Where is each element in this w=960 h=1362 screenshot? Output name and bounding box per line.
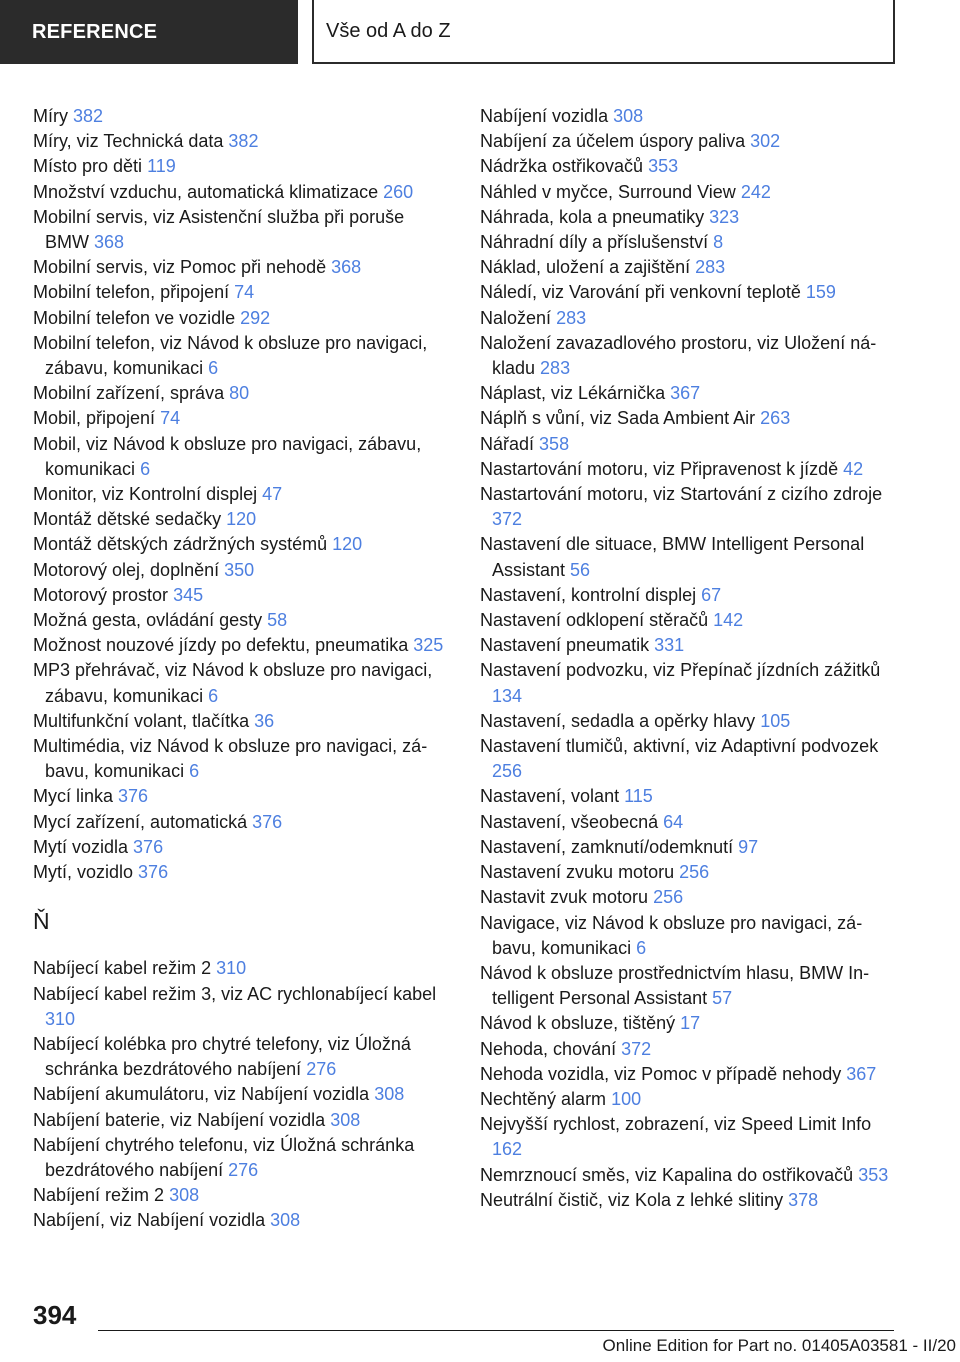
index-entry [33,810,453,835]
index-entry [33,835,453,860]
index-page-link[interactable]: 353 [648,156,679,177]
index-entry-text: Nastavení, sedadla a opěrky hlavy [480,710,756,731]
index-page-link[interactable]: 368 [94,232,125,253]
index-page-link[interactable]: 119 [147,156,176,177]
index-entry [480,734,900,784]
index-entry-text: Nastavení odklopení stěračů [480,610,709,631]
index-entry [33,734,453,784]
index-page-link[interactable]: 56 [570,559,591,580]
index-entry-text: Množství vzduchu, automatická klimatizace [33,181,379,202]
index-entry-text: Motorový prostor [33,584,169,605]
index-entry [33,129,453,154]
index-entry-text: Náhradní díly a příslušenství [480,232,709,253]
index-entry [480,331,900,381]
index-page-link[interactable]: 276 [228,1159,259,1180]
index-entry-text: Nastartování motoru, viz Startování z cizího zdroje [480,484,883,505]
index-page-link[interactable]: 36 [254,710,275,731]
index-page-link[interactable]: 323 [709,206,740,227]
index-entry-text: Náhled v myčce, Surround View [480,181,736,202]
index-page-link[interactable]: 97 [738,836,759,857]
index-page-link[interactable]: 331 [654,635,685,656]
index-entry-text: Nabíjení za účelem úspory paliva [480,131,746,152]
index-page-link[interactable]: 310 [45,1008,76,1029]
index-page-link[interactable]: 64 [663,811,684,832]
index-page-link[interactable]: 58 [267,610,288,631]
index-column-left [33,104,453,1234]
index-page-link[interactable]: 42 [843,458,864,479]
index-entry [33,784,453,809]
index-entry-text: Místo pro děti [33,156,143,177]
index-entry-text: Náledí, viz Varování při venkovní teplotě [480,282,801,303]
index-entry [480,457,900,482]
index-entry-text: Mobilní zařízení, správa [33,383,225,404]
index-entry [33,982,453,1032]
index-entry-text: Nabíjecí kabel režim 3, viz AC rychlonabíjecí kabel [33,983,437,1004]
index-page-link[interactable]: 74 [234,282,255,303]
index-page-link[interactable]: 142 [713,610,744,631]
index-page-link[interactable]: 115 [624,786,653,807]
index-entry-text: Možnost nouzové jízdy po defektu, pneumatika [33,635,409,656]
index-page-link[interactable]: 6 [208,358,219,379]
index-page-link[interactable]: 382 [73,106,104,126]
index-entry-text: Nastavení, zamknutí/odemknutí [480,836,734,857]
section-title: Vše od A do Z [312,0,895,64]
index-page-link[interactable]: 263 [760,408,791,429]
index-page-link[interactable]: 74 [160,408,181,429]
index-entry-text: Nehoda vozidla, viz Pomoc v případě nehody [480,1063,842,1084]
index-entry [480,280,900,305]
index-entry-text: Nastavení dle situace, BMW Intelligent Personal Assistant [480,534,865,580]
index-entry-text: Mycí linka [33,786,114,807]
index-entry [33,1108,453,1133]
index-entry-text: Nabíjecí kolébka pro chytré telefony, viz Úložná schránka bezdrátového nabíjení [33,1033,411,1080]
index-page-link[interactable]: 120 [226,509,257,530]
index-entry [480,1062,900,1087]
index-entry [480,810,900,835]
index-entry [33,1183,453,1208]
index-page-link[interactable]: 283 [556,307,587,328]
index-entry [480,306,900,331]
index-entry [480,1112,900,1162]
index-entry-text: Návod k obsluze, tištěný [480,1013,676,1034]
index-entry [480,633,900,658]
index-page-link[interactable]: 376 [118,786,149,807]
index-entry-text: Míry [33,106,68,126]
index-entry-text: Mobilní telefon, připojení [33,282,230,303]
index-page-link[interactable]: 308 [613,106,644,126]
index-entry [480,784,900,809]
index-entry-text: Nastavení podvozku, viz Přepínač jízdních zážitků [480,660,881,681]
index-entry [33,331,453,381]
index-entry-text: Nastavení, všeobecná [480,811,659,832]
index-page-link[interactable]: 283 [540,358,571,379]
index-entry-text: Nabíjecí kabel režim 2 [33,958,212,979]
index-entry-text: Motorový olej, doplnění [33,559,220,580]
index-entry-text: Náklad, uložení a zajištění [480,257,691,278]
index-entry-text: Náhrada, kola a pneumatiky [480,206,705,227]
index-page-link[interactable]: 134 [492,685,523,706]
index-entry [480,129,900,154]
index-entry-text: Mobilní servis, viz Asistenční služba při poruše BMW [33,206,405,253]
index-entry [480,1011,900,1036]
index-entry [33,532,453,557]
index-entry [33,709,453,734]
index-entry [33,1208,453,1233]
index-entry-text: Nabíjení režim 2 [33,1185,165,1206]
index-page-link[interactable]: 372 [492,509,523,530]
index-page-link[interactable]: 105 [760,710,791,731]
index-page-link[interactable]: 256 [679,862,710,883]
index-entry [33,507,453,532]
index-page-link[interactable]: 310 [216,958,247,979]
index-entry [33,1032,453,1082]
index-entry-text: Navigace, viz Návod k obsluze pro navigaci, zábavu, komunikaci [480,912,863,958]
index-entry [33,956,453,981]
index-entry-text: Mobil, připojení [33,408,156,429]
page-header [0,0,960,66]
index-entry-text: Nabíjení chytrého telefonu, viz Úložná schránka bezdrátového nabíjení [33,1134,415,1180]
index-entry-text: Multifunkční volant, tlačítka [33,710,250,731]
index-page-link[interactable]: 159 [805,282,836,303]
footer-edition-note: Online Edition for Part no. 01405A03581 - II/20 [602,1336,956,1355]
index-page-link[interactable]: 376 [133,836,164,857]
index-entry [33,658,453,708]
index-entry [480,709,900,734]
index-entry [480,381,900,406]
index-entry-text: Nastartování motoru, viz Připravenost k jízdě [480,458,839,479]
index-entry [480,583,900,608]
index-page-link[interactable]: 308 [270,1210,301,1231]
index-entry-text: Mytí, vozidlo [33,862,134,883]
index-entry-text: Nejvyšší rychlost, zobrazení, viz Speed Limit Info [480,1114,872,1135]
index-page-link[interactable]: 6 [636,937,647,958]
index-page-link[interactable]: 353 [858,1164,889,1185]
index-entry [33,1082,453,1107]
index-letter-heading: Ň [33,908,50,935]
index-page-link[interactable]: 242 [740,181,771,202]
index-entry [33,608,453,633]
index-entry [33,1133,453,1183]
index-entry [33,104,453,129]
index-entry-text: Nabíjení akumulátoru, viz Nabíjení vozidla [33,1084,370,1105]
index-entry [33,482,453,507]
index-page-link[interactable]: 47 [262,484,283,505]
index-entry-text: Nabíjení baterie, viz Nabíjení vozidla [33,1109,326,1130]
index-page-link[interactable]: 302 [750,131,781,152]
index-entry-text: Nádržka ostřikovačů [480,156,644,177]
index-entry-text: Naložení [480,307,552,328]
index-entry-text: Náplast, viz Lékárnička [480,383,666,404]
index-entry [33,633,453,658]
index-entry [480,885,900,910]
index-page-link[interactable]: 6 [189,761,200,782]
index-page-link[interactable]: 256 [653,887,684,908]
index-entry [33,280,453,305]
index-page-link[interactable]: 308 [330,1109,361,1130]
index-entry-text: MP3 přehrávač, viz Návod k obsluze pro navigaci, zábavu, komunikaci [33,660,433,706]
index-page-link[interactable]: 378 [788,1189,819,1210]
index-page-link[interactable]: 67 [701,584,722,605]
index-entry-text: Nemrznoucí směs, viz Kapalina do ostřikovačů [480,1164,854,1185]
index-entry-text: Multimédia, viz Návod k obsluze pro navigaci, zábavu, komunikaci [33,736,428,782]
index-page-link[interactable]: 6 [208,685,219,706]
index-entry-text: Nehoda, chování [480,1038,617,1059]
index-column-right [480,104,900,1213]
index-page-link[interactable]: 372 [621,1038,652,1059]
index-page-link[interactable]: 6 [140,458,151,479]
index-entry [33,306,453,331]
index-entry-text: Nastavení zvuku motoru [480,862,675,883]
chapter-tab: REFERENCE [0,0,298,64]
index-entry-text: Nabíjení vozidla [480,106,609,126]
index-page-link[interactable]: 345 [173,584,204,605]
index-page-link[interactable]: 367 [670,383,701,404]
index-entry [480,154,900,179]
index-page-link[interactable]: 376 [138,862,169,883]
index-entry [33,583,453,608]
index-page-link[interactable]: 162 [492,1139,523,1160]
index-entry [33,558,453,583]
index-entry-text: Nastavení tlumičů, aktivní, viz Adaptivní podvozek [480,736,879,757]
index-page-link[interactable]: 376 [252,811,283,832]
index-page-link[interactable]: 358 [539,433,570,454]
index-entry-text: Naložení zavazadlového prostoru, viz Uložení nákladu [480,332,877,379]
index-entry [480,608,900,633]
index-entry [480,658,900,708]
index-entry [480,406,900,431]
index-entry-text: Nastavení, volant [480,786,620,807]
index-entry [33,180,453,205]
index-entry-text: Montáž dětské sedačky [33,509,222,530]
index-entry-text: Nastavit zvuk motoru [480,887,649,908]
index-page-link[interactable]: 367 [846,1063,877,1084]
index-entry [480,482,900,532]
index-entry-text: Montáž dětských zádržných systémů [33,534,328,555]
index-entry [33,860,453,885]
index-page-link[interactable]: 368 [331,257,362,278]
index-entry-text: Nabíjení, viz Nabíjení vozidla [33,1210,266,1231]
index-entry [480,532,900,582]
index-entry [480,1087,900,1112]
index-entry [480,961,900,1011]
index-page-link[interactable]: 57 [712,988,733,1009]
index-entry [33,255,453,280]
index-entry [33,205,453,255]
index-entry-text: Možná gesta, ovládání gesty [33,610,263,631]
index-entry [480,911,900,961]
index-entry [480,205,900,230]
index-page-link[interactable]: 325 [413,635,444,656]
index-entry-text: Monitor, viz Kontrolní displej [33,484,258,505]
index-entry-text: Nastavení, kontrolní displej [480,584,697,605]
index-page-link[interactable]: 283 [695,257,726,278]
index-entry [480,1163,900,1188]
index-page-link[interactable]: 382 [228,131,259,152]
index-entry-text: Mobilní servis, viz Pomoc při nehodě [33,257,327,278]
index-page-link[interactable]: 350 [224,559,255,580]
index-entry-text: Míry, viz Technická data [33,131,224,152]
index-entry-text: Nechtěný alarm [480,1088,607,1109]
index-entry-text: Neutrální čistič, viz Kola z lehké slitiny [480,1189,784,1210]
index-entry-text: Mycí zařízení, automatická [33,811,248,832]
index-page-link[interactable]: 260 [383,181,414,202]
index-page-link[interactable]: 8 [713,232,724,253]
index-entry [33,432,453,482]
index-entry-text: Náplň s vůní, viz Sada Ambient Air [480,408,756,429]
index-entry [480,180,900,205]
index-entry [480,432,900,457]
index-entry [480,255,900,280]
page-number: 394 [33,1300,77,1330]
index-page-link[interactable]: 80 [229,383,250,404]
index-entry [480,230,900,255]
index-page-link[interactable]: 308 [374,1084,405,1105]
index-entry-text: Nářadí [480,433,535,454]
index-entry-text: Mytí vozidla [33,836,129,857]
index-entry [480,835,900,860]
index-entry [480,860,900,885]
index-page-link[interactable]: 276 [306,1059,337,1080]
index-entry-text: Nastavení pneumatik [480,635,650,656]
index-page-link[interactable]: 17 [680,1013,701,1034]
index-entry-text: Návod k obsluze prostřednictvím hlasu, BMW Intelligent Personal Assistant [480,962,870,1009]
index-entry-text: Mobilní telefon, viz Návod k obsluze pro navigaci, zábavu, komunikaci [33,332,428,379]
index-entry [480,104,900,129]
index-entry-text: Mobil, viz Návod k obsluze pro navigaci, zábavu, komunikaci [33,433,422,479]
index-entry [33,381,453,406]
index-entry [33,154,453,179]
index-page-link[interactable]: 120 [332,534,363,555]
index-entry [480,1188,900,1213]
index-entry [480,1037,900,1062]
index-page-link[interactable]: 292 [240,307,271,328]
index-page-link[interactable]: 308 [169,1185,200,1206]
index-page-link[interactable]: 100 [611,1088,642,1109]
index-entry [33,406,453,431]
index-entry-text: Mobilní telefon ve vozidle [33,307,236,328]
index-page-link[interactable]: 256 [492,761,523,782]
